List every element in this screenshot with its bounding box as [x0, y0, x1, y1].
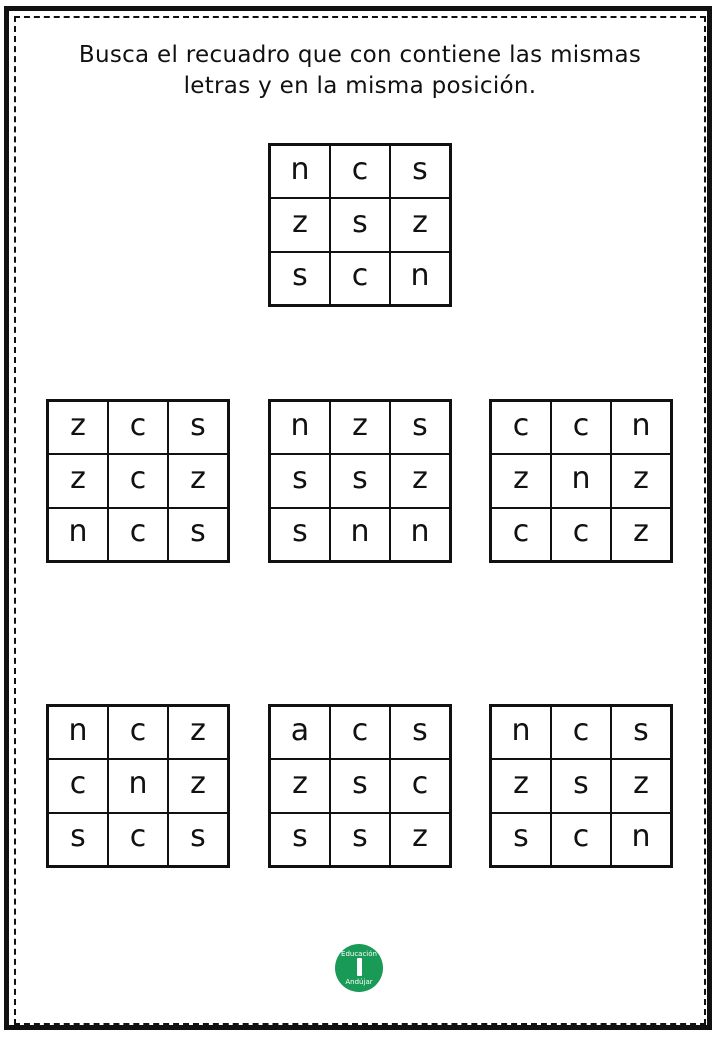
grid-cell: s	[330, 813, 390, 866]
option-grid-5[interactable]	[268, 704, 452, 868]
grid-cell: c	[551, 813, 611, 866]
grid-cell: n	[108, 759, 168, 812]
option-grid-2[interactable]	[268, 399, 452, 563]
grid-cell: s	[611, 706, 671, 759]
grid-cell: n	[48, 706, 108, 759]
grid-cell: n	[611, 813, 671, 866]
grid-cell: s	[390, 706, 450, 759]
grid-cell: z	[48, 401, 108, 454]
grid-cell: z	[611, 759, 671, 812]
grid-cell: c	[390, 759, 450, 812]
logo-text-bottom: Andújar	[345, 978, 373, 986]
grid-cell: c	[330, 145, 390, 198]
grid-cell: s	[551, 759, 611, 812]
grid-cell: c	[330, 706, 390, 759]
grid-cell: s	[270, 508, 330, 561]
grid-cell: c	[551, 401, 611, 454]
grid-cell: c	[108, 454, 168, 507]
grid-cell: s	[390, 401, 450, 454]
grid-cell: s	[390, 145, 450, 198]
grid-cell: c	[330, 252, 390, 305]
model-grid	[268, 143, 452, 307]
grid-cell: z	[491, 759, 551, 812]
grid-cell: z	[168, 759, 228, 812]
grid-cell: n	[48, 508, 108, 561]
grid-cell: n	[611, 401, 671, 454]
grid-cell: z	[48, 454, 108, 507]
grid-cell: a	[270, 706, 330, 759]
grid-cell: n	[551, 454, 611, 507]
grid-cell: z	[611, 508, 671, 561]
grid-cell: z	[270, 759, 330, 812]
option-grid-4[interactable]	[46, 704, 230, 868]
grid-cell: z	[390, 454, 450, 507]
grid-cell: c	[551, 508, 611, 561]
grid-cell: s	[330, 759, 390, 812]
grid-cell: c	[108, 508, 168, 561]
grid-cell: z	[611, 454, 671, 507]
instruction-text	[0, 40, 720, 102]
grid-cell: n	[270, 145, 330, 198]
grid-cell: s	[48, 813, 108, 866]
grid-cell: s	[330, 198, 390, 251]
grid-cell: z	[330, 401, 390, 454]
grid-cell: z	[390, 813, 450, 866]
grid-cell: c	[108, 401, 168, 454]
grid-cell: s	[270, 252, 330, 305]
grid-cell: c	[108, 706, 168, 759]
instruction-line-1: Busca el recuadro que con contiene las mismas	[78, 42, 642, 68]
grid-cell: s	[270, 454, 330, 507]
grid-cell: s	[270, 813, 330, 866]
grid-cell: c	[491, 508, 551, 561]
grid-cell: c	[108, 813, 168, 866]
grid-cell: z	[270, 198, 330, 251]
option-grid-3[interactable]	[489, 399, 673, 563]
grid-cell: n	[390, 252, 450, 305]
instruction-line-2: letras y en la misma posición.	[183, 73, 537, 99]
grid-cell: z	[168, 454, 228, 507]
option-grid-1[interactable]	[46, 399, 230, 563]
grid-cell: c	[48, 759, 108, 812]
brand-logo	[335, 944, 383, 992]
grid-cell: z	[491, 454, 551, 507]
grid-cell: c	[551, 706, 611, 759]
grid-cell: s	[168, 813, 228, 866]
grid-cell: s	[168, 401, 228, 454]
grid-cell: n	[270, 401, 330, 454]
grid-cell: z	[168, 706, 228, 759]
option-grid-6[interactable]	[489, 704, 673, 868]
grid-cell: z	[390, 198, 450, 251]
grid-cell: n	[491, 706, 551, 759]
grid-cell: n	[330, 508, 390, 561]
logo-text-top: Educación	[341, 950, 377, 958]
grid-cell: s	[330, 454, 390, 507]
grid-cell: s	[491, 813, 551, 866]
grid-cell: s	[168, 508, 228, 561]
grid-cell: n	[390, 508, 450, 561]
pencil-icon	[357, 958, 362, 976]
grid-cell: c	[491, 401, 551, 454]
